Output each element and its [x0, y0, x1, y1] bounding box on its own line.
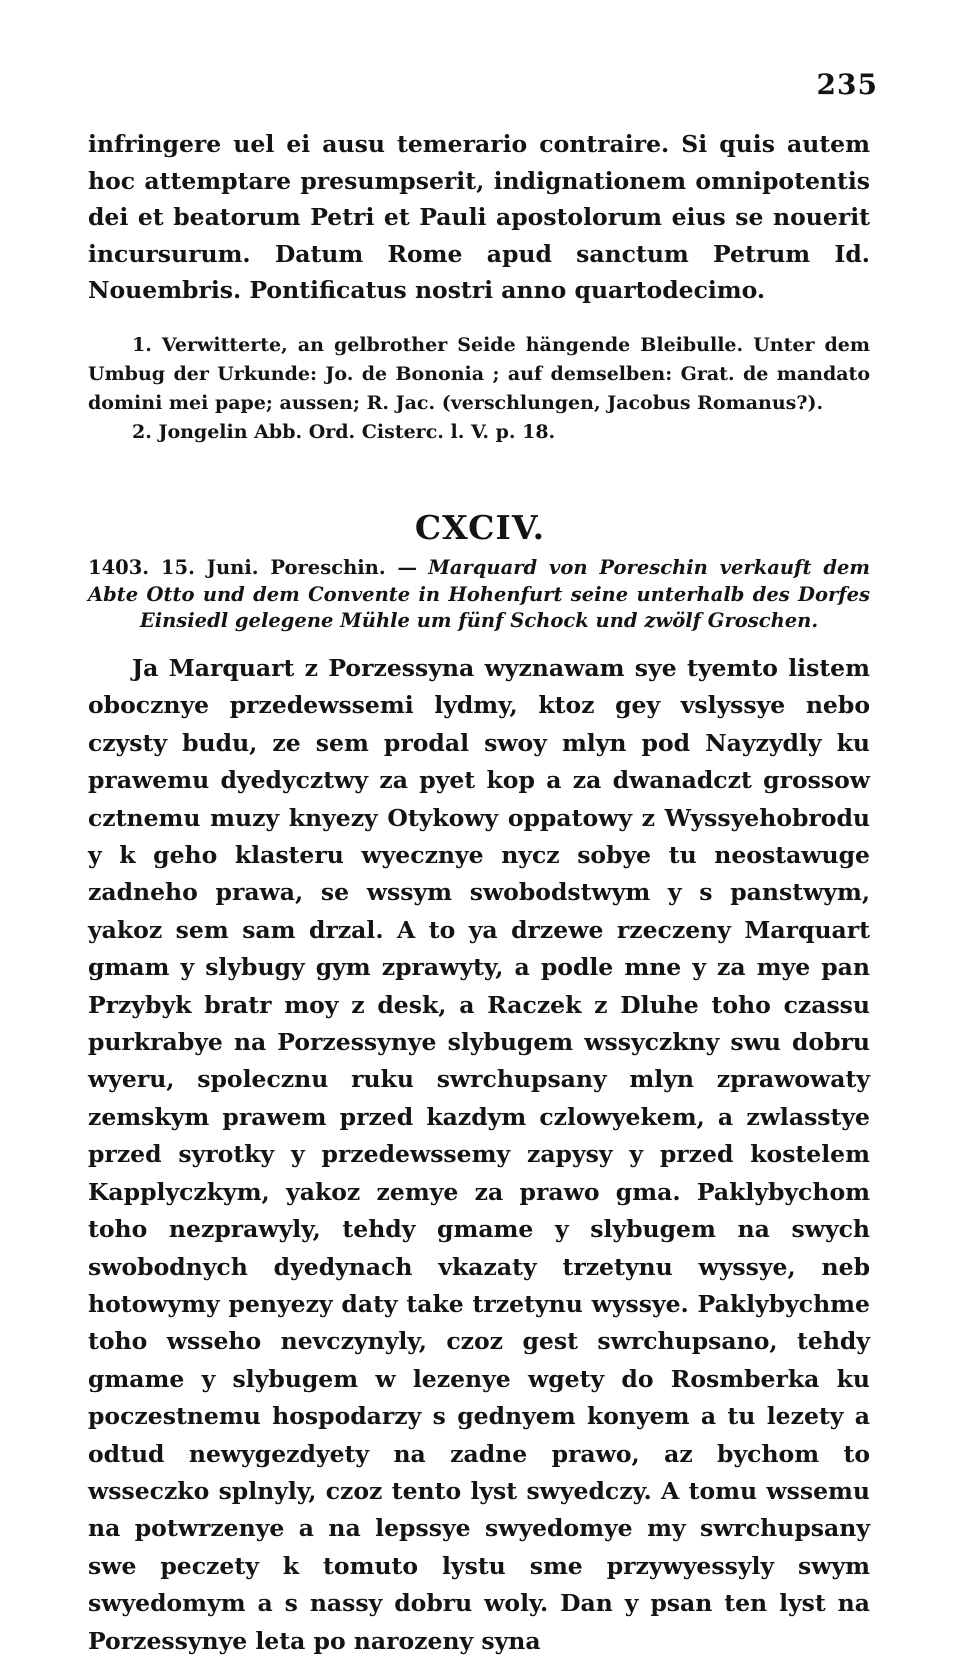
document-body: Ja Marquart z Porzessyna wyznawam sye tyemto listem obocznye przedewssemi lydmy, ktoz gey vslyssye nebo czysty budu, ze sem prodal swoy mlyn pod Nayzydly ku prawemu dyedycztwy za pyet kop a za dwanadczt grossow cztnemu muzy knyezy Otykowy oppatowy z Wyssyehobrodu y k geho klasteru wyecznye nycz sobye tu neostawuge zadneho prawa, se wssym swobodstwym y s panstwym, yakoz sem sam drzal. A to ya drzewe rzeczeny Marquart gmam y slybugy gym zprawyty, a podle mne y za mye pan Przybyk bratr moy z desk, a Raczek z Dluhe toho czassu purkrabye na Porzessynye slybugem wssyczkny swu dobru wyeru, spolecznu ruku swrchupsany mlyn zprawowaty zemskym prawem przed kazdym czlowyekem, a zwlasstye przed syrotky y przedewssemy zapysy y przed kostelem Kapplyczkym, yakoz zemye za prawo gma. Paklybychom toho nezprawyly, tehdy gmame y slybugem na swych swobodnych dyedynach vkazaty trzetynu wyssye, neb hotowymy penyezy daty take trzetynu wyssye. Paklybychme toho wsseho nevczynyly, czoz gest swrchupsano, tehdy gmame y slybugem w lezenye wgety do Rosmberka ku poczestnemu hospodarzy s gednyem konyem a tu lezety a odtud newygezdyety na zadne prawo, az bychom to wsseczko splnyly, czoz tento lyst swyedczy. A tomu wssemu na potwrzenye a na lepssye swyedomye my swrchupsany swe peczety k tomuto lystu sme przywyessyly swym swyedomym a s nassy dobru woly. Dan y psan ten lyst na Porzessynye leta po narozeny syna — [88, 654, 870, 1655]
document-number: CXCIV. — [414, 508, 546, 547]
footnote-2: 2. Jongelin Abb. Ord. Cisterc. l. V. p. 18. — [132, 421, 556, 443]
document-regest — [88, 555, 870, 635]
page-number: 235 — [816, 68, 878, 101]
footnote-1: 1. Verwitterte, an gelbrother Seide hängende Bleibulle. Unter dem Umbug der Urkunde: Jo. de Bononia ; auf demselben: Grat. de mandato domini mei pape; aussen; R. Jac. (verschlungen, Jacobus Romanus?). — [88, 334, 870, 414]
document-date: 1403. 15. Juni. Poreschin. — — [88, 556, 417, 579]
footnotes — [88, 331, 870, 447]
intro-paragraph: infringere uel ei ausu temerario contraire. Si quis autem hoc attemptare presumpserit, indignationem omnipotentis dei et beatorum Petri et Pauli apostolorum eius se nouerit incursurum. Datum Rome apud sanctum Petrum Id. Nouembris. Pontificatus nostri anno quartodecimo. — [88, 130, 870, 304]
document-summary: Marquard von Poreschin verkauft dem Abte Otto und dem Convente in Hohenfurt seine unterhalb des Dorfes Einsiedl gelegene Mühle um fünf Schock und zwölf Groschen. — [88, 556, 871, 632]
